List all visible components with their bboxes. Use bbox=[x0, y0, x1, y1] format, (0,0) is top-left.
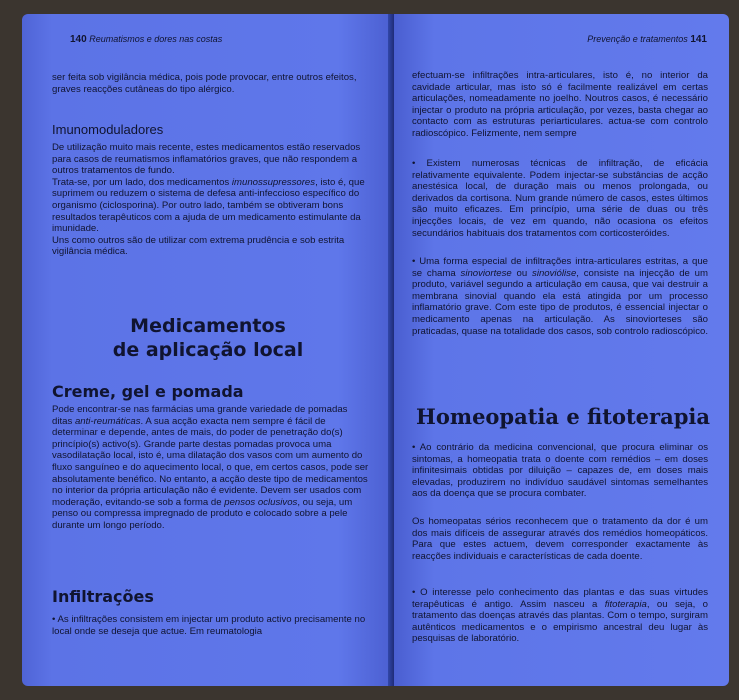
section-title-line-1: Medicamentos bbox=[130, 315, 286, 337]
creme-part-b: . A sua acção exacta nem sempre é fácil de determinar e depende, antes de mais, do poder de penetração do(s) princípio(s) activo(s). Grande parte destas pomadas provoca uma vasodilatação local, isto é, uma dilatação dos vasos com um aumento do fluxo sanguíneo e do aquecimento local, o que, em certos casos, pode ser absolutamente benéfico. No entanto, a acção deste tipo de medicamentos no interior da própria articulação não é evidente. Devem ser usados com moderação, evitando-se sob a forma de bbox=[52, 415, 369, 508]
right-p3-part-b: ou bbox=[511, 267, 533, 279]
right-paragraph-3 bbox=[412, 256, 708, 337]
right-p3-emphasis-2: sinoviólise bbox=[532, 267, 577, 279]
creme-emphasis-2: pensos oclusivos bbox=[224, 496, 298, 508]
infiltracoes-text: • As infiltrações consistem em injectar um produto activo precisamente no local onde se deseja que actue. Em reumatologia bbox=[52, 614, 366, 637]
imuno-paragraph-3: Uns como outros são de utilizar com extrema prudência e sob estrita vigilância médica. bbox=[52, 234, 345, 258]
creme-part-c: , ou seja, um penso ou compressa impregnado de produto e colocado sobre a pele durante um longo período. bbox=[52, 496, 353, 531]
left-page bbox=[22, 14, 394, 686]
right-paragraph-5: Os homeopatas sérios reconhecem que o tratamento da dor é um dos mais difíceis de assegurar através dos remédios homeopáticos. Para que estes actuem, devem corresponder exactamente às reacções individuais e características de cada doente. bbox=[412, 516, 708, 562]
intro-paragraph: ser feita sob vigilância médica, pois pode provocar, entre outros efeitos, graves reacções cutâneas do tipo alérgico. bbox=[52, 72, 357, 95]
right-running-title: Prevenção e tratamentos bbox=[587, 34, 688, 44]
right-page bbox=[394, 14, 729, 686]
imuno-p2-part-b: , isto é, que suprimem ou reduzem o sistema de defesa anti-infeccioso específico do organismo (ciclosporina). Por outro lado, também se obtiveram bons resultados terapêuticos com a ajuda de um medicamento estimulante da imunidade. bbox=[52, 176, 365, 235]
imunomoduladores-heading: Imunomoduladores bbox=[52, 122, 164, 137]
section-title-medicamentos bbox=[22, 314, 394, 362]
imuno-paragraph-2 bbox=[52, 177, 370, 235]
right-paragraph-2: • Existem numerosas técnicas de infiltração, de eficácia relativamente equivalente. Podem injectar-se substâncias de acção anestésica local, de duração mais ou menos prolongada, ou derivados da cortisona. Num grande número de casos, estes últimos são muito eficazes. Em princípio, uma série de duas ou três injecções locais, de vez em quando, não ocasiona os efeitos secundários habituais dos tratamentos com corticosteróides. bbox=[412, 158, 708, 239]
imuno-paragraph-1: De utilização muito mais recente, estes medicamentos estão reservados para casos de reumatismos inflamatórios graves, que não respondem a outros tratamentos de fundo. bbox=[52, 142, 361, 177]
creme-heading: Creme, gel e pomada bbox=[52, 382, 244, 401]
section-title-line-2: de aplicação local bbox=[112, 339, 304, 361]
left-page-number: 140 bbox=[70, 34, 87, 45]
right-p3-emphasis-1: sinoviortese bbox=[460, 267, 512, 279]
right-p6-part-a: • O interesse pelo conhecimento das plantas e das suas virtudes terapêuticas é antigo. Assim nasceu a bbox=[412, 587, 708, 610]
creme-part-a: Pode encontrar-se nas farmácias uma grande variedade de pomadas ditas bbox=[52, 404, 348, 427]
left-running-title: Reumatismos e dores nas costas bbox=[89, 34, 223, 44]
imunomoduladores-text bbox=[52, 142, 370, 258]
left-running-head bbox=[70, 34, 222, 45]
right-page-number: 141 bbox=[690, 34, 707, 45]
infiltracoes-heading: Infiltrações bbox=[52, 587, 154, 606]
creme-paragraph bbox=[52, 404, 370, 532]
right-p3-part-c: , consiste na injecção de um produto, variável segundo a articulação em causa, que vai destruir a membrana sinovial quando ela está atingida por um processo inflamatório grave. Com este tipo de produtos, é essencial injectar o medicamento apenas na articulação. As sinoviorteses são praticadas, quase na totalidade dos casos, sob controlo radioscópico. bbox=[412, 267, 708, 337]
right-paragraph-1: efectuam-se infiltrações intra-articulares, isto é, no interior da cavidade articular, mas isto só é facilmente realizável em certas articulações, nomeadamente no joelho. Noutros casos, é necessário injectar o produto na própria articulação, por vezes, basta chegar ao contacto com as estruturas periarticulares. actua-se com controlo radioscópico. Felizmente, nem sempre bbox=[412, 70, 708, 139]
right-p6-emphasis: fitoterapia bbox=[604, 598, 647, 610]
right-paragraph-6 bbox=[412, 587, 708, 645]
creme-emphasis-1: anti-reumáticas bbox=[74, 415, 141, 427]
right-running-head bbox=[587, 34, 707, 45]
homeopatia-title: Homeopatia e fitoterapia bbox=[416, 404, 710, 429]
imuno-p2-part-a: Trata-se, por um lado, dos medicamentos bbox=[52, 176, 232, 188]
right-p6-part-b: , ou seja, o tratamento das doenças através das plantas. Com o tempo, surgiram autênticos medicamentos e o empirismo ancestral deu lugar às pesquisas de laboratório. bbox=[412, 598, 708, 645]
right-paragraph-4: • Ao contrário da medicina convencional, que procura eliminar os sintomas, a homeopatia trata o doente com remédios – em doses infinitesimais obtidas por diluição – capazes de, em doses mais elevadas, produzirem no indivíduo saudável sintomas semelhantes aos da doença que se procura combater. bbox=[412, 442, 708, 500]
right-p3-part-a: • Uma forma especial de infiltrações intra-articulares estritas, a que se chama bbox=[412, 256, 708, 279]
imuno-p2-emphasis: imunossupressores bbox=[231, 176, 316, 188]
